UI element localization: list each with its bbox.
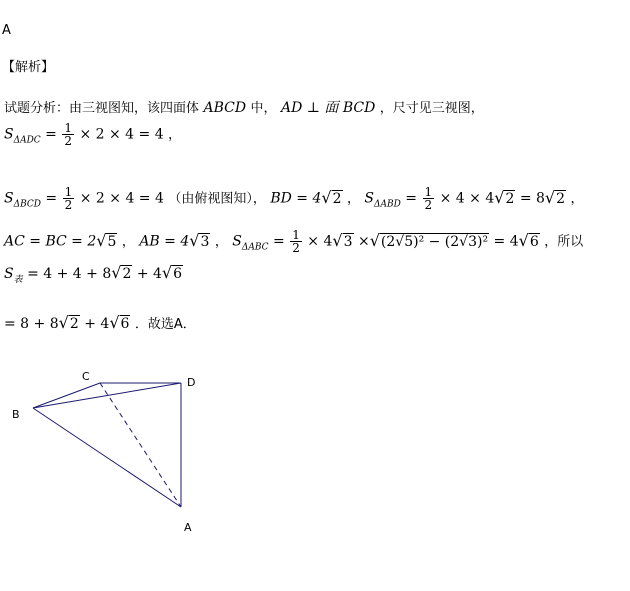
area-abc-line: AC = BC = 2√5 ， AB = 4√3 ， $S_{\Delta ABC}$ = $\frac{1}{2}$ × 4√3 ×√(2√5)² − (2√3)² = 4√6 ，所以 — [4, 228, 584, 255]
ac-bc-length: AC = BC = 2 — [4, 233, 97, 250]
top-view-note: （由俯视图知）， — [168, 191, 266, 207]
area-result: = 4 — [493, 233, 519, 250]
fraction-numerator: 1 — [64, 185, 73, 199]
radicand: 6 — [529, 233, 539, 250]
sqrt: √2 — [544, 187, 566, 207]
figure-edges — [33, 383, 181, 507]
area-symbol: S — [4, 266, 14, 282]
area-result: = 8 — [519, 190, 545, 207]
radicand: 5 — [107, 233, 117, 250]
area-subscript: ΔBCD — [13, 199, 41, 210]
area-adc-line: $S_{\Delta ADC}$ = $\frac{1}{2}$ × 2 × 4 = 4 ， — [4, 121, 182, 148]
radicand: 2 — [332, 190, 342, 207]
fraction-denominator: 2 — [64, 198, 73, 212]
radicand: 2 — [69, 316, 79, 332]
area-bcd-line: $S_{\Delta BCD}$ = $\frac{1}{2}$ × 2 × 4 = 4 （由俯视图知）， BD = 4√2 ， $S_{\Delta ABD}$ = $\frac{1}{2}$ × 4 × 4√2 = 8√2 ， — [4, 185, 584, 212]
radicand: (2√5)² − (2√3)² — [380, 233, 489, 250]
area-symbol: S — [232, 233, 242, 250]
area-expression: × 2 × 4 = 4 — [79, 126, 164, 143]
radicand: 2 — [556, 190, 566, 207]
times-sign: × — [357, 233, 370, 250]
plus-term: + 4 — [136, 266, 162, 282]
total-expression: = 4 + 4 + 8 — [27, 266, 112, 282]
area-subscript: 表 — [13, 275, 23, 285]
area-subscript: ΔABC — [241, 242, 269, 253]
punctuation: ， — [570, 191, 584, 207]
bd-length: BD = 4 — [270, 190, 322, 207]
edge-ca-hidden — [100, 383, 181, 507]
radicand: 6 — [120, 316, 130, 332]
area-subscript: ΔADC — [13, 135, 41, 146]
area-subscript: ΔABD — [374, 199, 401, 210]
radicand: 2 — [505, 190, 515, 207]
area-symbol: S — [4, 190, 14, 207]
ab-length: AB = 4 — [139, 233, 190, 250]
plus-term: + 4 — [84, 316, 110, 332]
fraction-denominator: 2 — [64, 134, 72, 148]
area-expression: × 2 × 4 = 4 — [79, 190, 164, 207]
final-choice: ．故选A． — [134, 317, 196, 332]
area-expression: × 4 — [307, 233, 333, 250]
sqrt: √2 — [111, 263, 132, 282]
punctuation: ， — [346, 191, 360, 207]
sqrt: √2 — [494, 187, 515, 207]
radicand: 6 — [173, 266, 183, 282]
intro-suffix: ，尺寸见三视图， — [379, 101, 484, 116]
sqrt: √6 — [518, 230, 539, 250]
fraction-denominator: 2 — [292, 241, 300, 255]
fraction-denominator: 2 — [424, 198, 433, 212]
radicand: 3 — [343, 233, 353, 250]
edge-bc — [33, 383, 100, 408]
sqrt: √3 — [189, 230, 210, 250]
fraction-numerator: 1 — [64, 121, 72, 135]
area-expression: × 4 × 4 — [439, 190, 495, 207]
fraction-numerator: 1 — [292, 228, 300, 242]
plane-name: BCD — [342, 100, 376, 116]
edge-bd — [33, 383, 181, 408]
analysis-heading: 【解析】 — [2, 60, 55, 75]
sqrt: √(2√5)² − (2√3)² — [369, 230, 489, 250]
punctuation: ， — [121, 234, 135, 250]
intro-prefix: 试题分析：由三视图知，该四面体 — [4, 101, 200, 116]
punctuation: ， — [168, 127, 182, 143]
area-symbol: S — [364, 190, 375, 207]
vertex-label-d: D — [187, 376, 196, 389]
sqrt: √5 — [96, 230, 117, 250]
sqrt: √2 — [321, 187, 342, 207]
sqrt: √6 — [109, 313, 130, 332]
radicand: 2 — [122, 266, 132, 282]
fraction-numerator: 1 — [424, 185, 433, 199]
answer-letter: A — [2, 23, 11, 38]
tetra-name: ABCD — [203, 100, 247, 116]
vertex-label-b: B — [12, 408, 20, 421]
sqrt: √3 — [332, 230, 353, 250]
perp-statement: AD ⊥ 面 — [281, 100, 339, 116]
conclusion-lead: ，所以 — [544, 234, 584, 250]
radicand: 3 — [200, 233, 210, 250]
edge-ba — [33, 408, 181, 507]
vertex-label-c: C — [82, 370, 90, 383]
intro-mid: 中， — [250, 101, 277, 116]
sqrt: √6 — [161, 263, 183, 282]
punctuation: ， — [214, 234, 228, 250]
vertex-label-a: A — [184, 521, 192, 534]
sqrt: √2 — [58, 313, 79, 332]
area-symbol: S — [4, 126, 14, 143]
total-result: = 8 + 8 — [4, 316, 59, 332]
